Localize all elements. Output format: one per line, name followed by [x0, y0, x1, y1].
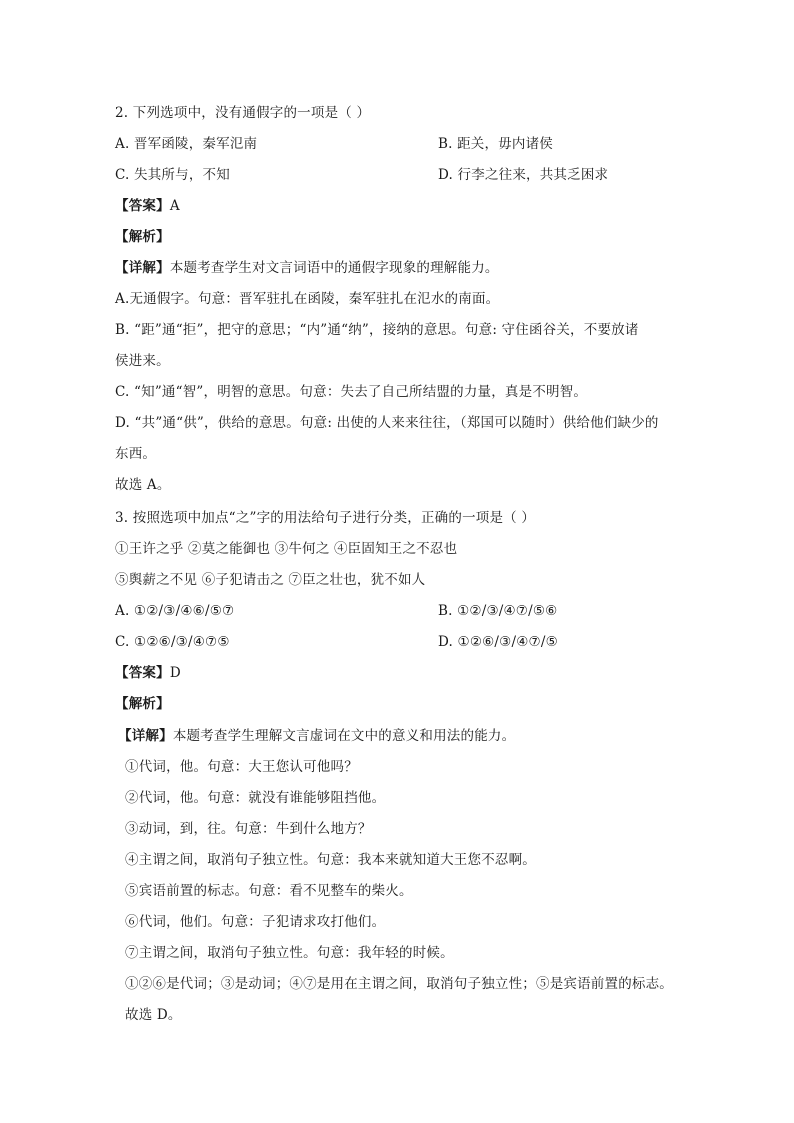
q3-detail — [118, 727, 515, 745]
q3-detail-label: 【详解】 — [118, 728, 173, 744]
q3-option-c: C. ①②⑥/③/④⑦⑤ — [115, 634, 230, 650]
q3-sentences-line1: ①王许之乎 ②莫之能御也 ③牛何之 ④臣固知王之不忍也 — [115, 541, 458, 557]
q3-explain-3: ③动词，到，往。句意：牛到什么地方？ — [125, 821, 372, 837]
q3-explain-2: ②代词，他。句意：就没有谁能够阻挡他。 — [125, 790, 386, 806]
q2-explain-b-line1: B. “距”通“拒”，把守的意思；“内”通“纳”，接纳的意思。句意: 守住函谷关，不要放诸 — [115, 322, 639, 338]
q2-detail-text: 本题考查学生对文言词语中的通假字现象的理解能力。 — [169, 260, 499, 276]
q3-answer — [115, 664, 181, 682]
q2-option-a: A. 晋军函陵，秦军氾南 — [115, 136, 258, 152]
q2-detail — [115, 259, 499, 277]
q2-answer-label: 【答案】 — [115, 198, 170, 214]
q3-option-b: B. ①②/③/④⑦/⑤⑥ — [438, 603, 558, 619]
q2-conclusion: 故选 A。 — [115, 477, 171, 493]
q2-analysis-label: 【解析】 — [115, 229, 170, 245]
q3-explain-4: ④主谓之间，取消句子独立性。句意：我本来就知道大王您不忍啊。 — [125, 852, 536, 868]
q2-explain-b-line2: 侯进来。 — [115, 353, 170, 369]
q3-option-d: D. ①②⑥/③/④⑦/⑤ — [438, 634, 558, 650]
q3-detail-text: 本题考查学生理解文言虚词在文中的意义和用法的能力。 — [172, 728, 516, 744]
q2-explain-d-line2: 东西。 — [115, 446, 157, 462]
q2-option-b: B. 距关，毋内诸侯 — [438, 136, 554, 152]
q3-explain-5: ⑤宾语前置的标志。句意：看不见整车的柴火。 — [125, 883, 413, 899]
q3-stem: 3. 按照选项中加点“之”字的用法给句子进行分类，正确的一项是（ ） — [115, 510, 536, 526]
q3-analysis-label: 【解析】 — [115, 696, 170, 712]
q2-stem: 2. 下列选项中，没有通假字的一项是（ ） — [115, 105, 371, 121]
q2-detail-label: 【详解】 — [115, 260, 170, 276]
q3-sentences-line2: ⑤舆薪之不见 ⑥子犯请击之 ⑦臣之壮也，犹不如人 — [115, 572, 426, 588]
q2-explain-c: C. “知”通“智”，明智的意思。句意：失去了自己所结盟的力量，真是不明智。 — [115, 384, 588, 400]
q3-summary: ①②⑥是代词；③是动词；④⑦是用在主谓之间，取消句子独立性；⑤是宾语前置的标志。 — [125, 976, 673, 992]
q3-option-a: A. ①②/③/④⑥/⑤⑦ — [115, 603, 235, 619]
q3-explain-1: ①代词，他。句意：大王您认可他吗？ — [125, 759, 358, 775]
q3-explain-6: ⑥代词，他们。句意：子犯请求攻打他们。 — [125, 914, 386, 930]
q3-explain-7: ⑦主谓之间，取消句子独立性。句意：我年轻的时候。 — [125, 945, 454, 961]
q3-conclusion: 故选 D。 — [125, 1007, 182, 1023]
q2-option-c: C. 失其所与，不知 — [115, 167, 230, 183]
q2-explain-a: A.无通假字。句意：晋军驻扎在函陵，秦军驻扎在氾水的南面。 — [115, 291, 500, 307]
q3-answer-value: D — [169, 665, 181, 681]
q2-explain-d-line1: D. “共”通“供”，供给的意思。句意: 出使的人来来往往，（郑国可以随时）供给他们缺少的 — [115, 415, 659, 431]
q2-option-d: D. 行李之往来，共其乏困求 — [438, 167, 609, 183]
q2-answer-value: A — [169, 198, 180, 214]
q3-answer-label: 【答案】 — [115, 665, 170, 681]
q2-answer — [115, 197, 180, 215]
